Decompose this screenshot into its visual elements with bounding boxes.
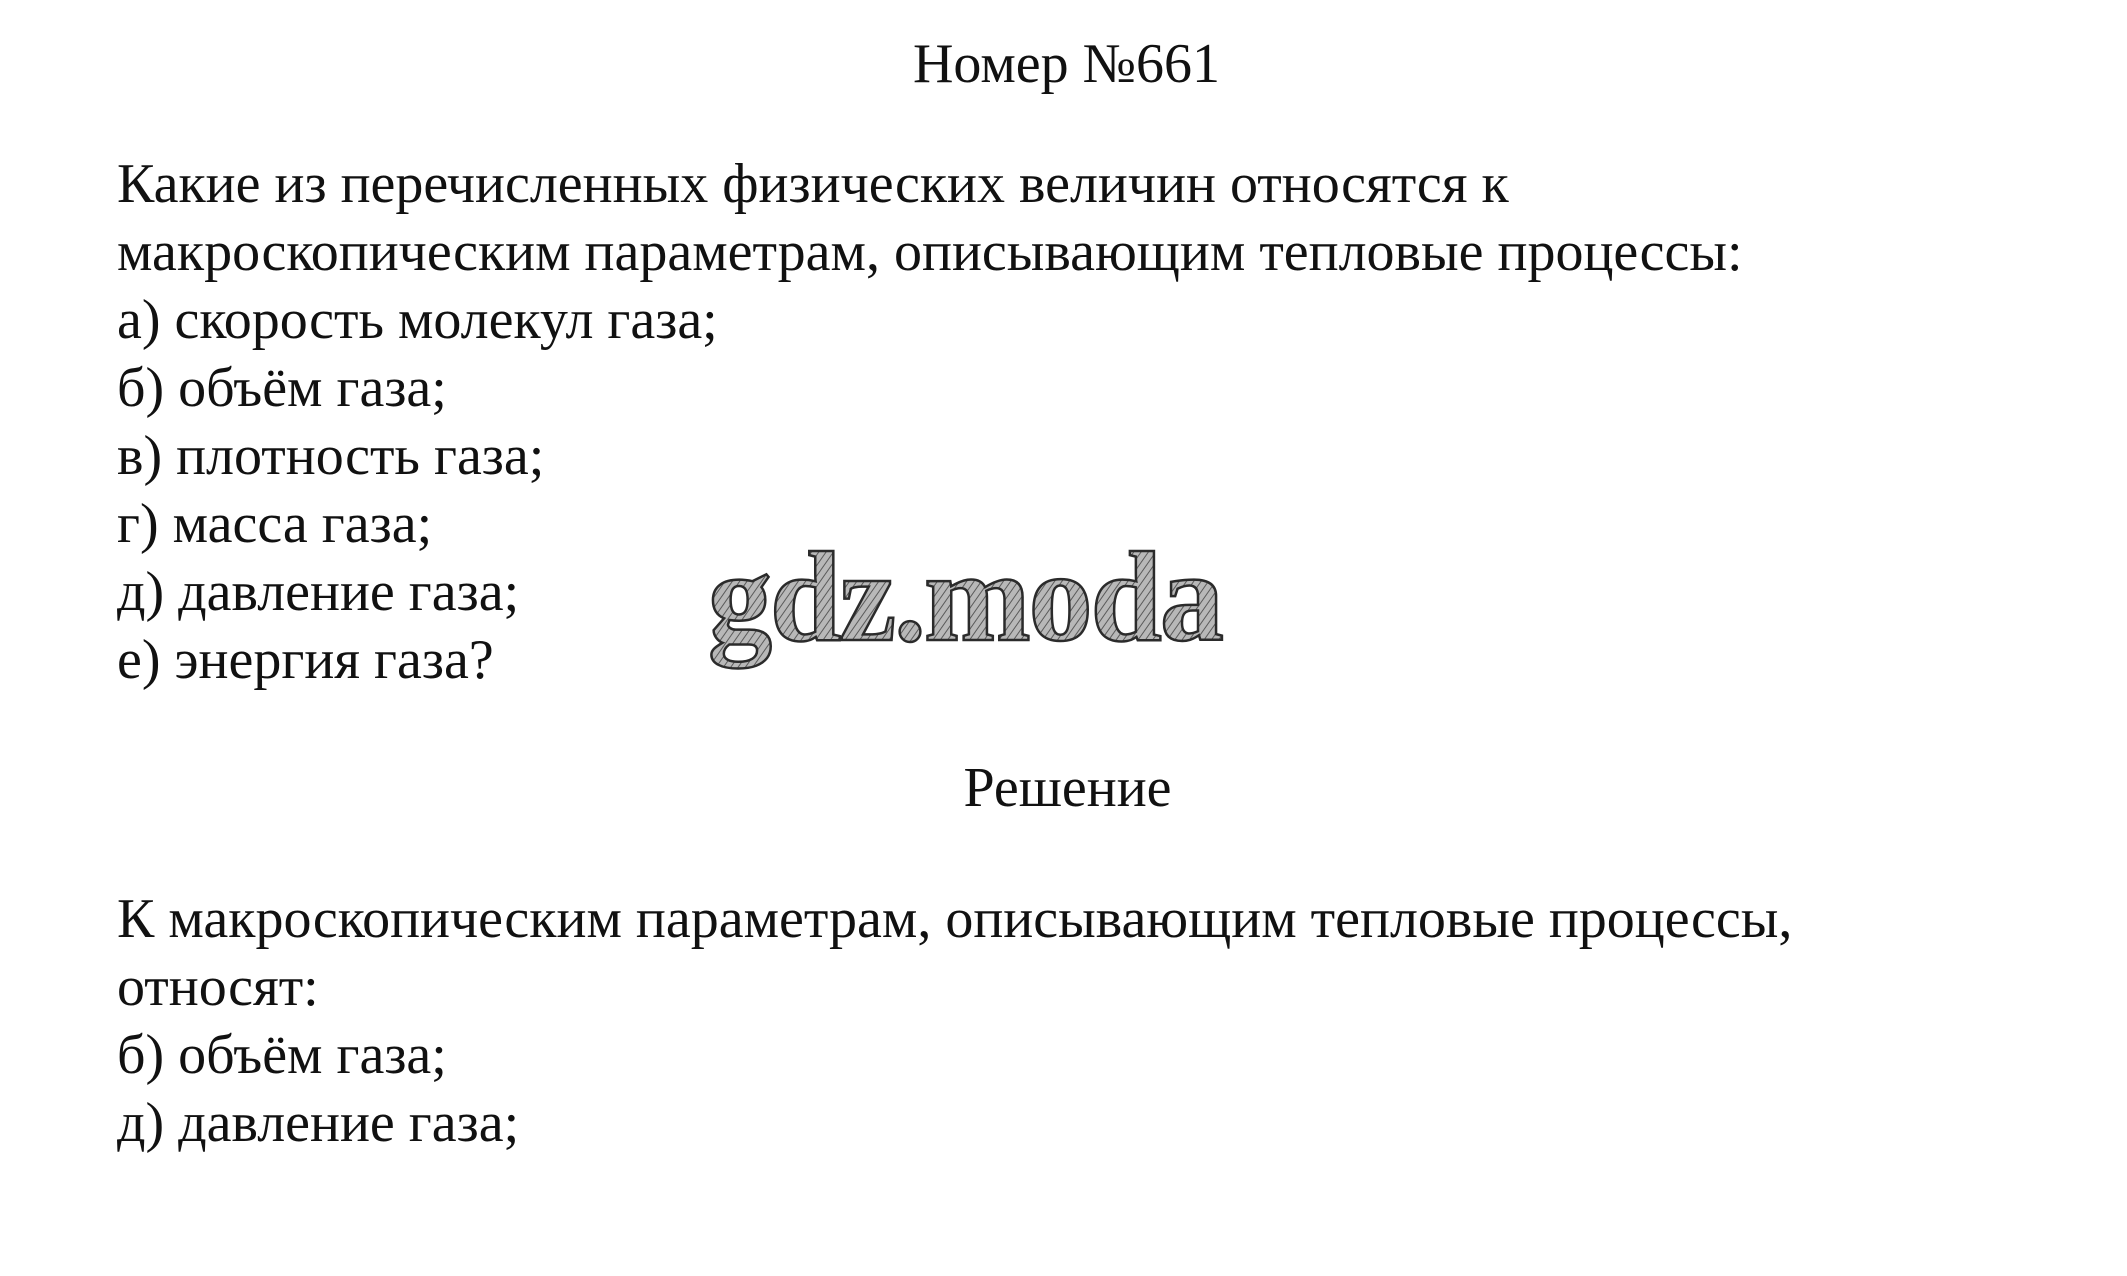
watermark-logo-graphic (700, 522, 1320, 692)
page-title: Номер №661 (912, 33, 1221, 95)
answer-option-d: д) давление газа; (117, 1092, 520, 1154)
question-line: макроскопическим параметрам, описывающим тепловые процессы: (117, 221, 1743, 283)
answer-line: К макроскопическим параметрам, описывающим тепловые процессы, (117, 888, 1793, 950)
question-line: Какие из перечисленных физических величин относятся к (117, 153, 1509, 215)
option-g: г) масса газа; (117, 493, 433, 555)
solution-heading: Решение (963, 757, 1172, 819)
watermark-text: gdz.moda (708, 526, 1222, 668)
answer-line: относят: (117, 956, 319, 1018)
option-v: в) плотность газа; (117, 425, 545, 487)
answer-option-b: б) объём газа; (117, 1024, 447, 1086)
watermark-logo (700, 522, 1320, 692)
option-d: д) давление газа; (117, 561, 520, 623)
answer-text (117, 885, 1792, 1157)
option-b: б) объём газа; (117, 357, 447, 419)
option-e: е) энергия газа? (117, 629, 494, 691)
option-a: а) скорость молекул газа; (117, 289, 718, 351)
